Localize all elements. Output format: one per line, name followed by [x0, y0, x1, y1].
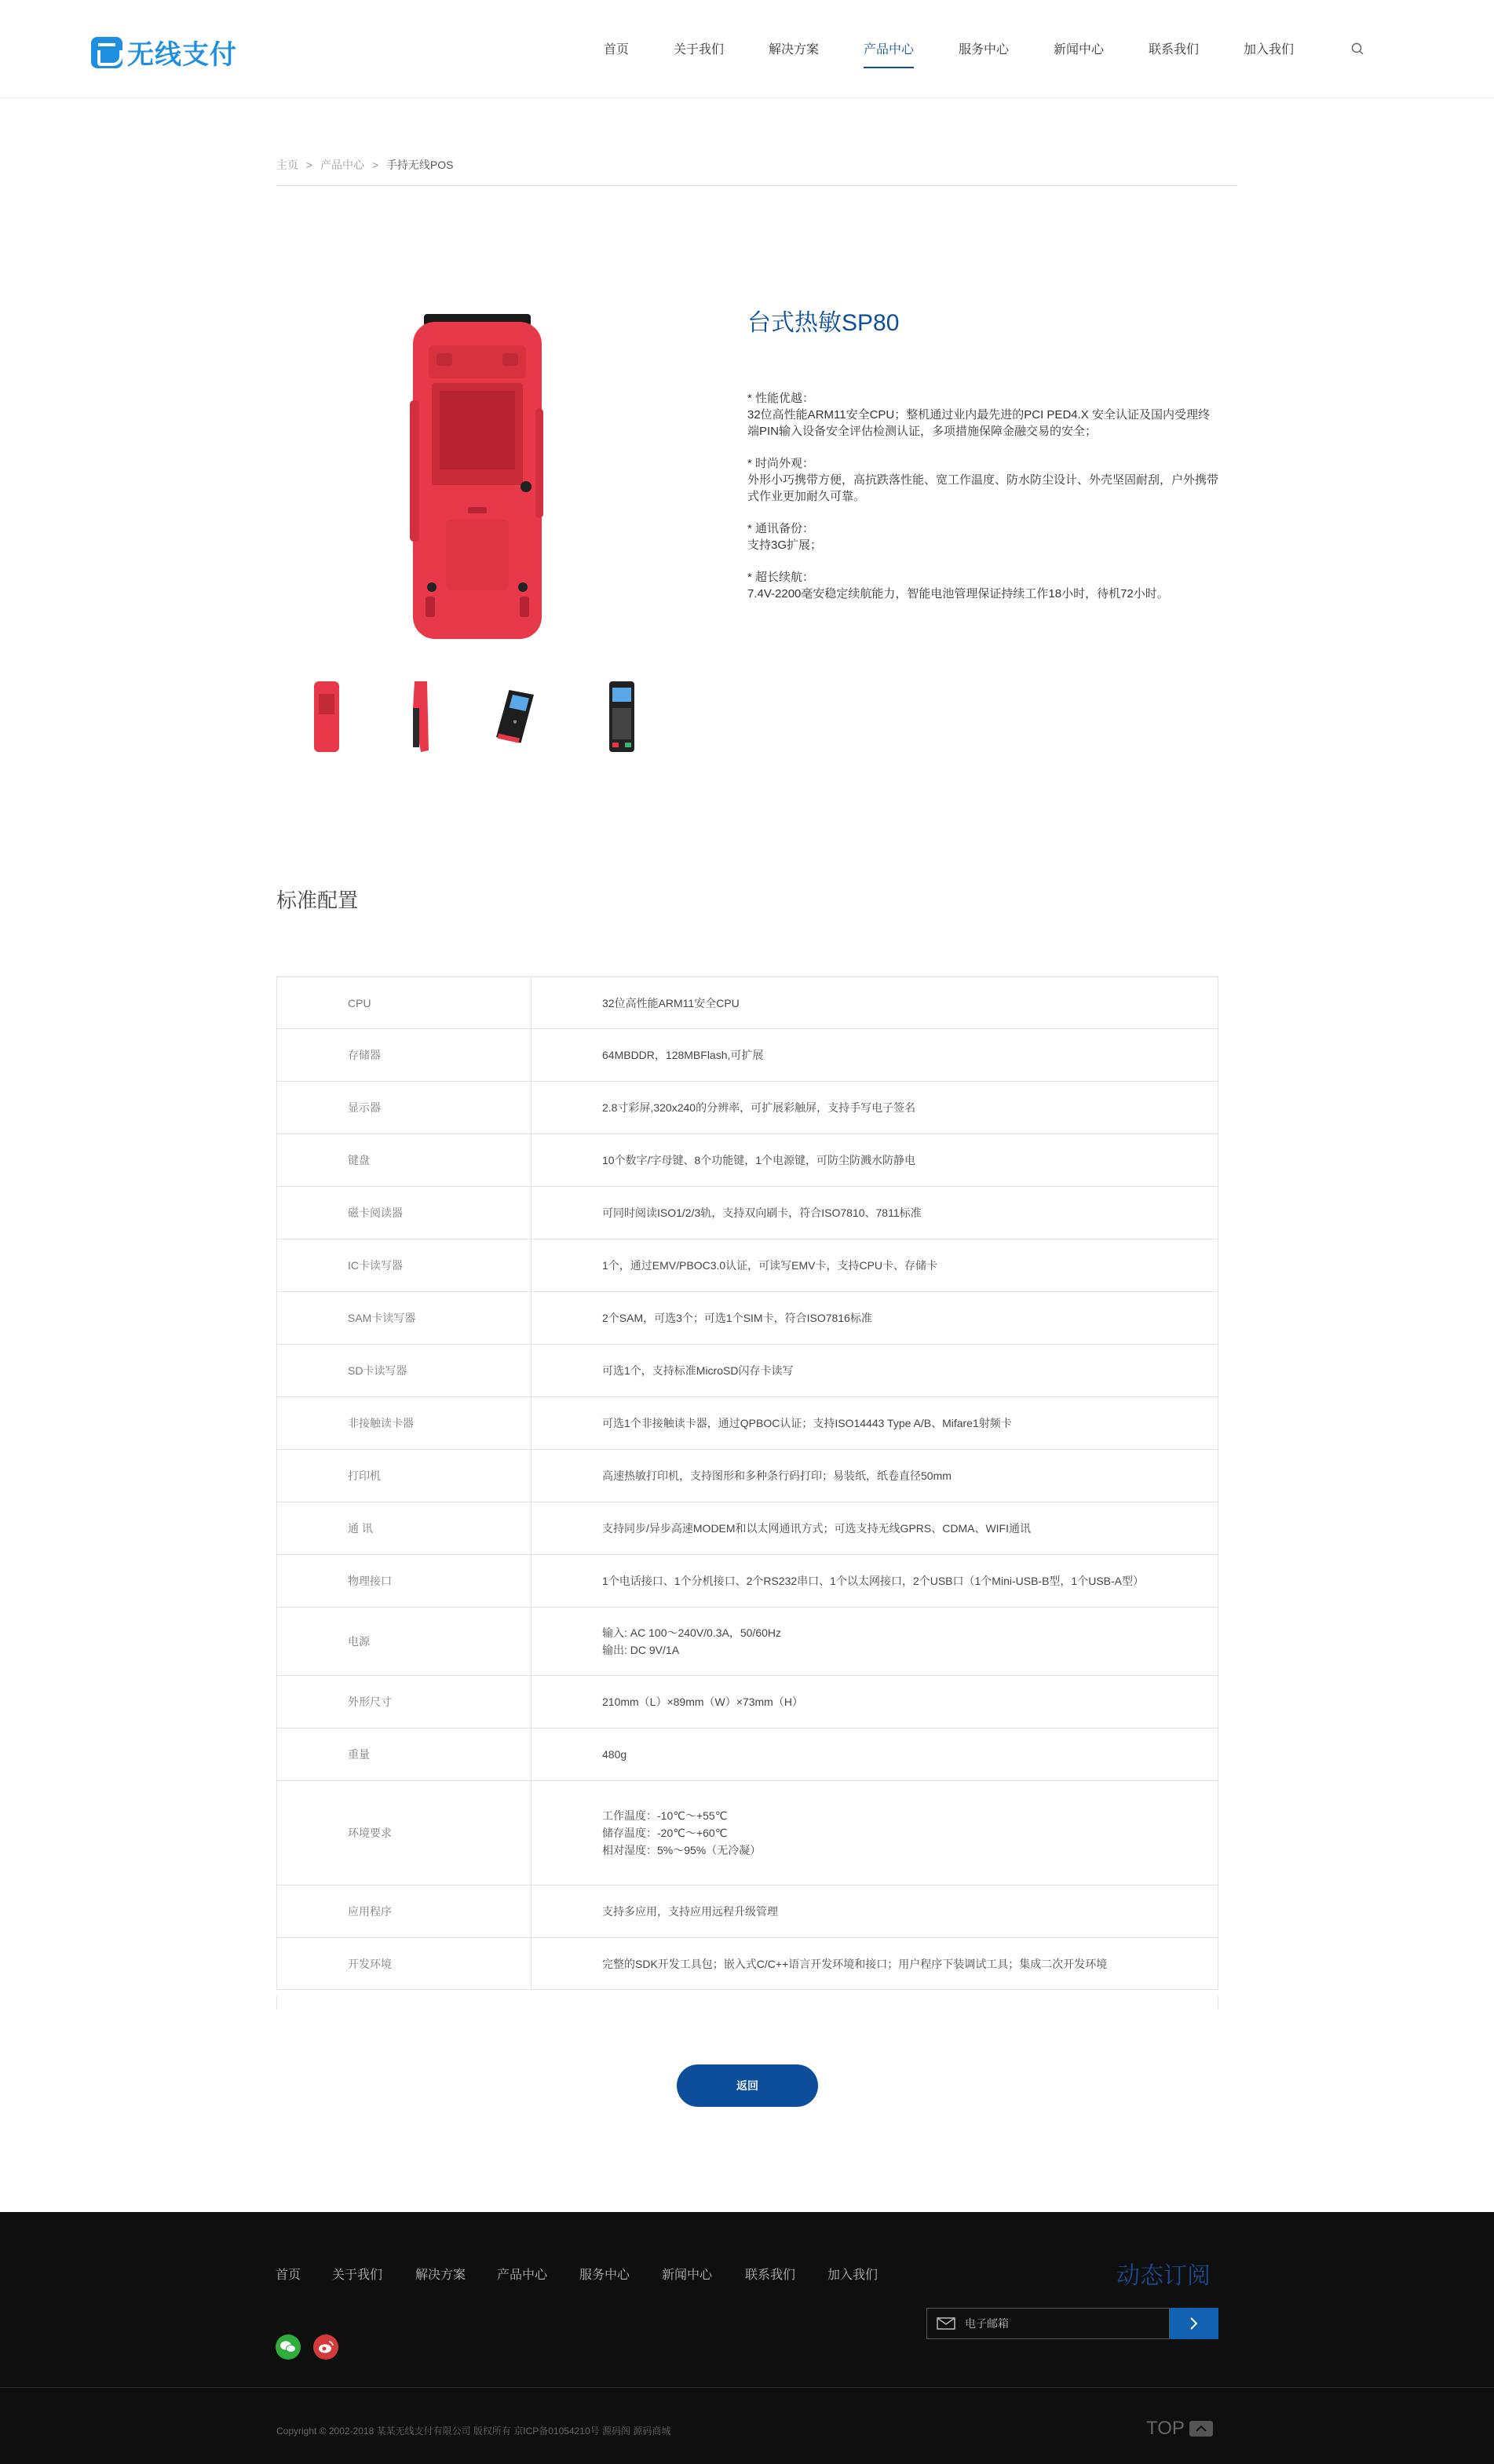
- spec-value: [531, 1239, 1218, 1291]
- feature-title: * 时尚外观：: [747, 457, 815, 470]
- spec-key: 应用程序: [277, 1885, 531, 1937]
- copyright-text: Copyright © 2002-2018 某某无线支付有限公司 版权所有 京ICP备01054210号 源码阁 源码商城: [276, 2426, 671, 2437]
- spec-value: [531, 1502, 1218, 1554]
- footer-link-contact[interactable]: 联系我们: [745, 2269, 796, 2282]
- spec-key: SD卡读写器: [277, 1345, 531, 1396]
- spec-row: [277, 1555, 1218, 1608]
- feature-title: * 性能优越：: [747, 392, 815, 405]
- spec-value-line: 32位高性能ARM11安全CPU: [602, 996, 740, 1009]
- nav-solutions[interactable]: 解决方案: [769, 43, 820, 57]
- top-label: TOP: [1146, 2418, 1185, 2439]
- spec-value: [531, 1608, 1218, 1675]
- spec-value-line: 64MBDDR，128MBFlash,可扩展: [602, 1049, 764, 1061]
- spec-value: [531, 1029, 1218, 1081]
- thumbnail-back-view[interactable]: [303, 677, 350, 755]
- feature-text: 支持3G扩展；: [747, 538, 823, 552]
- spec-value-line: 完整的SDK开发工具包；嵌入式C/C++语言开发环境和接口；用户程序下装调试工具；集成二次开发环境: [602, 1957, 1108, 1970]
- site-footer: [0, 2212, 1494, 2464]
- chevron-right-icon: [1189, 2316, 1199, 2331]
- spec-value: [531, 1187, 1218, 1239]
- footer-divider: [0, 2387, 1494, 2388]
- spec-key: SAM卡读写器: [277, 1292, 531, 1344]
- spec-value-line: 输出: DC 9V/1A: [602, 1644, 680, 1656]
- spec-table-tail: [276, 1995, 1218, 2010]
- spec-row: [277, 1082, 1218, 1134]
- feature-performance: [747, 390, 1218, 440]
- feature-text: 7.4V-2200毫安稳定续航能力，智能电池管理保证持续工作18小时，待机72小时。: [747, 587, 1169, 600]
- feature-battery: [747, 569, 1218, 602]
- spec-key: IC卡读写器: [277, 1239, 531, 1291]
- spec-value: [531, 1082, 1218, 1133]
- spec-value-line: 2.8寸彩屏,320x240的分辨率，可扩展彩触屏，支持手写电子签名: [602, 1101, 916, 1114]
- spec-row: [277, 1676, 1218, 1728]
- site-header: [0, 0, 1494, 98]
- spec-value-line: 工作温度：-10℃～+55℃: [602, 1809, 728, 1822]
- spec-key: 打印机: [277, 1450, 531, 1502]
- spec-section-title: 标准配置: [276, 889, 359, 912]
- spec-key: 开发环境: [277, 1938, 531, 1989]
- spec-key: 显示器: [277, 1082, 531, 1133]
- spec-value: [531, 1345, 1218, 1396]
- feature-text: 外形小巧携带方便，高抗跌落性能、宽工作温度、防水防尘设计、外壳坚固耐刮，户外携带式作业更加耐久可靠。: [747, 473, 1219, 503]
- back-button[interactable]: 返回: [677, 2064, 818, 2107]
- feature-communication: [747, 520, 1218, 553]
- mail-icon: [937, 2317, 955, 2330]
- wechat-icon[interactable]: [276, 2334, 301, 2360]
- footer-link-products[interactable]: 产品中心: [497, 2269, 548, 2282]
- spec-value-line: 储存温度：-20℃～+60℃: [602, 1827, 728, 1839]
- footer-link-solutions[interactable]: 解决方案: [415, 2269, 466, 2282]
- spec-row: [277, 977, 1218, 1029]
- product-main-image: [408, 314, 546, 642]
- spec-value-line: 输入: AC 100～240V/0.3A，50/60Hz: [602, 1626, 782, 1639]
- breadcrumb-separator: >: [371, 159, 379, 171]
- spec-value: [531, 1450, 1218, 1502]
- spec-value-line: 可选1个非接触读卡器，通过QPBOC认证；支持ISO14443 Type A/B、Mifare1射频卡: [602, 1417, 1012, 1429]
- search-icon[interactable]: [1351, 42, 1364, 55]
- breadcrumb-products[interactable]: 产品中心: [320, 159, 364, 171]
- spec-row: [277, 1502, 1218, 1555]
- spec-key: 电源: [277, 1608, 531, 1675]
- breadcrumb-home[interactable]: 主页: [276, 159, 298, 171]
- spec-row: [277, 1134, 1218, 1187]
- spec-value-line: 支持多应用，支持应用远程升级管理: [602, 1905, 778, 1918]
- spec-value: [531, 977, 1218, 1028]
- nav-services[interactable]: 服务中心: [959, 43, 1010, 57]
- spec-key: 非接触读卡器: [277, 1397, 531, 1449]
- feature-title: * 通讯备份：: [747, 522, 815, 535]
- spec-key: 存储器: [277, 1029, 531, 1081]
- spec-value: [531, 1676, 1218, 1728]
- spec-row: [277, 1450, 1218, 1502]
- logo-text: 无线支付: [127, 39, 237, 71]
- spec-value-line: 480g: [602, 1748, 627, 1761]
- spec-value: [531, 1885, 1218, 1937]
- spec-table: [276, 976, 1218, 1990]
- spec-key: 磁卡阅读器: [277, 1187, 531, 1239]
- spec-value-line: 210mm（L）×89mm（W）×73mm（H）: [602, 1696, 803, 1708]
- product-title: 台式热敏SP80: [747, 310, 900, 336]
- spec-key: 键盘: [277, 1134, 531, 1186]
- back-to-top-button[interactable]: [1146, 2418, 1213, 2440]
- nav-join[interactable]: 加入我们: [1244, 43, 1295, 57]
- footer-link-join[interactable]: 加入我们: [827, 2269, 879, 2282]
- spec-key: 物理接口: [277, 1555, 531, 1607]
- spec-value-line: 1个，通过EMV/PBOC3.0认证，可读写EMV卡，支持CPU卡、存储卡: [602, 1259, 938, 1272]
- footer-link-services[interactable]: 服务中心: [579, 2269, 630, 2282]
- spec-row: [277, 1345, 1218, 1397]
- spec-key: 外形尺寸: [277, 1676, 531, 1728]
- product-features: [747, 390, 1218, 618]
- feature-appearance: [747, 455, 1218, 505]
- thumbnail-angled-view[interactable]: [491, 677, 539, 755]
- nav-products[interactable]: 产品中心: [864, 39, 914, 57]
- nav-news[interactable]: 新闻中心: [1054, 43, 1105, 57]
- spec-key: 重量: [277, 1728, 531, 1780]
- footer-link-home[interactable]: 首页: [276, 2269, 301, 2282]
- spec-value-line: 相对湿度：5%～95%（无冷凝）: [602, 1844, 762, 1856]
- spec-value-line: 可同时阅读ISO1/2/3轨，支持双向刷卡，符合ISO7810、7811标准: [602, 1206, 922, 1219]
- nav-contact[interactable]: 联系我们: [1149, 43, 1200, 57]
- email-subscribe-field: [926, 2308, 1170, 2339]
- spec-key: 环境要求: [277, 1781, 531, 1885]
- subscribe-title: 动态订阅: [1116, 2263, 1211, 2289]
- spec-row: [277, 1397, 1218, 1450]
- spec-value: [531, 1781, 1218, 1885]
- email-input[interactable]: [965, 2317, 1161, 2330]
- spec-row: [277, 1781, 1218, 1885]
- feature-title: * 超长续航：: [747, 571, 815, 584]
- spec-value-line: 2个SAM，可选3个；可选1个SIM卡，符合ISO7816标准: [602, 1312, 872, 1324]
- chevron-up-icon: [1189, 2421, 1213, 2437]
- footer-link-news[interactable]: 新闻中心: [662, 2269, 713, 2282]
- spec-key: 通 讯: [277, 1502, 531, 1554]
- footer-link-about[interactable]: 关于我们: [332, 2269, 383, 2282]
- spec-value-line: 1个电话接口、1个分机接口、2个RS232串口、1个以太网接口，2个USB口（1个Mini-USB-B型，1个USB-A型）: [602, 1575, 1144, 1587]
- spec-row: [277, 1608, 1218, 1676]
- logo-icon: [91, 37, 122, 68]
- spec-value-line: 可选1个，支持标准MicroSD闪存卡读写: [602, 1364, 794, 1377]
- nav-home[interactable]: 首页: [604, 43, 630, 57]
- logo[interactable]: [91, 33, 237, 71]
- spec-value: [531, 1728, 1218, 1780]
- breadcrumb: [276, 157, 1237, 186]
- breadcrumb-current: 手持无线POS: [385, 159, 454, 171]
- spec-value-line: 支持同步/异步高速MODEM和以太网通讯方式；可选支持无线GPRS、CDMA、WIFI通讯: [602, 1522, 1031, 1535]
- spec-row: [277, 1239, 1218, 1292]
- spec-value: [531, 1134, 1218, 1186]
- breadcrumb-separator: >: [305, 159, 313, 171]
- spec-value: [531, 1397, 1218, 1449]
- spec-value-line: 高速热敏打印机，支持图形和多种条行码打印；易装纸，纸卷直径50mm: [602, 1469, 952, 1482]
- feature-text: 32位高性能ARM11安全CPU；整机通过业内最先进的PCI PED4.X 安全认证及国内受理终端PIN输入设备安全评估检测认证，多项措施保障金融交易的安全；: [747, 408, 1210, 438]
- weibo-icon[interactable]: [313, 2334, 338, 2360]
- nav-about[interactable]: 关于我们: [674, 43, 725, 57]
- thumbnail-side-view[interactable]: [397, 677, 444, 755]
- product-thumbnails: [0, 677, 1494, 755]
- thumbnail-front-view[interactable]: [598, 677, 645, 755]
- spec-value-line: 10个数字/字母键、8个功能键，1个电源键，可防尘防溅水防静电: [602, 1154, 916, 1166]
- spec-row: [277, 1292, 1218, 1345]
- spec-value: [531, 1555, 1218, 1607]
- spec-value: [531, 1938, 1218, 1989]
- spec-value: [531, 1292, 1218, 1344]
- spec-row: [277, 1728, 1218, 1781]
- spec-row: [277, 1187, 1218, 1239]
- subscribe-submit-button[interactable]: [1170, 2308, 1218, 2339]
- spec-row: [277, 1885, 1218, 1938]
- spec-key: CPU: [277, 977, 531, 1028]
- spec-row: [277, 1938, 1218, 1990]
- spec-row: [277, 1029, 1218, 1082]
